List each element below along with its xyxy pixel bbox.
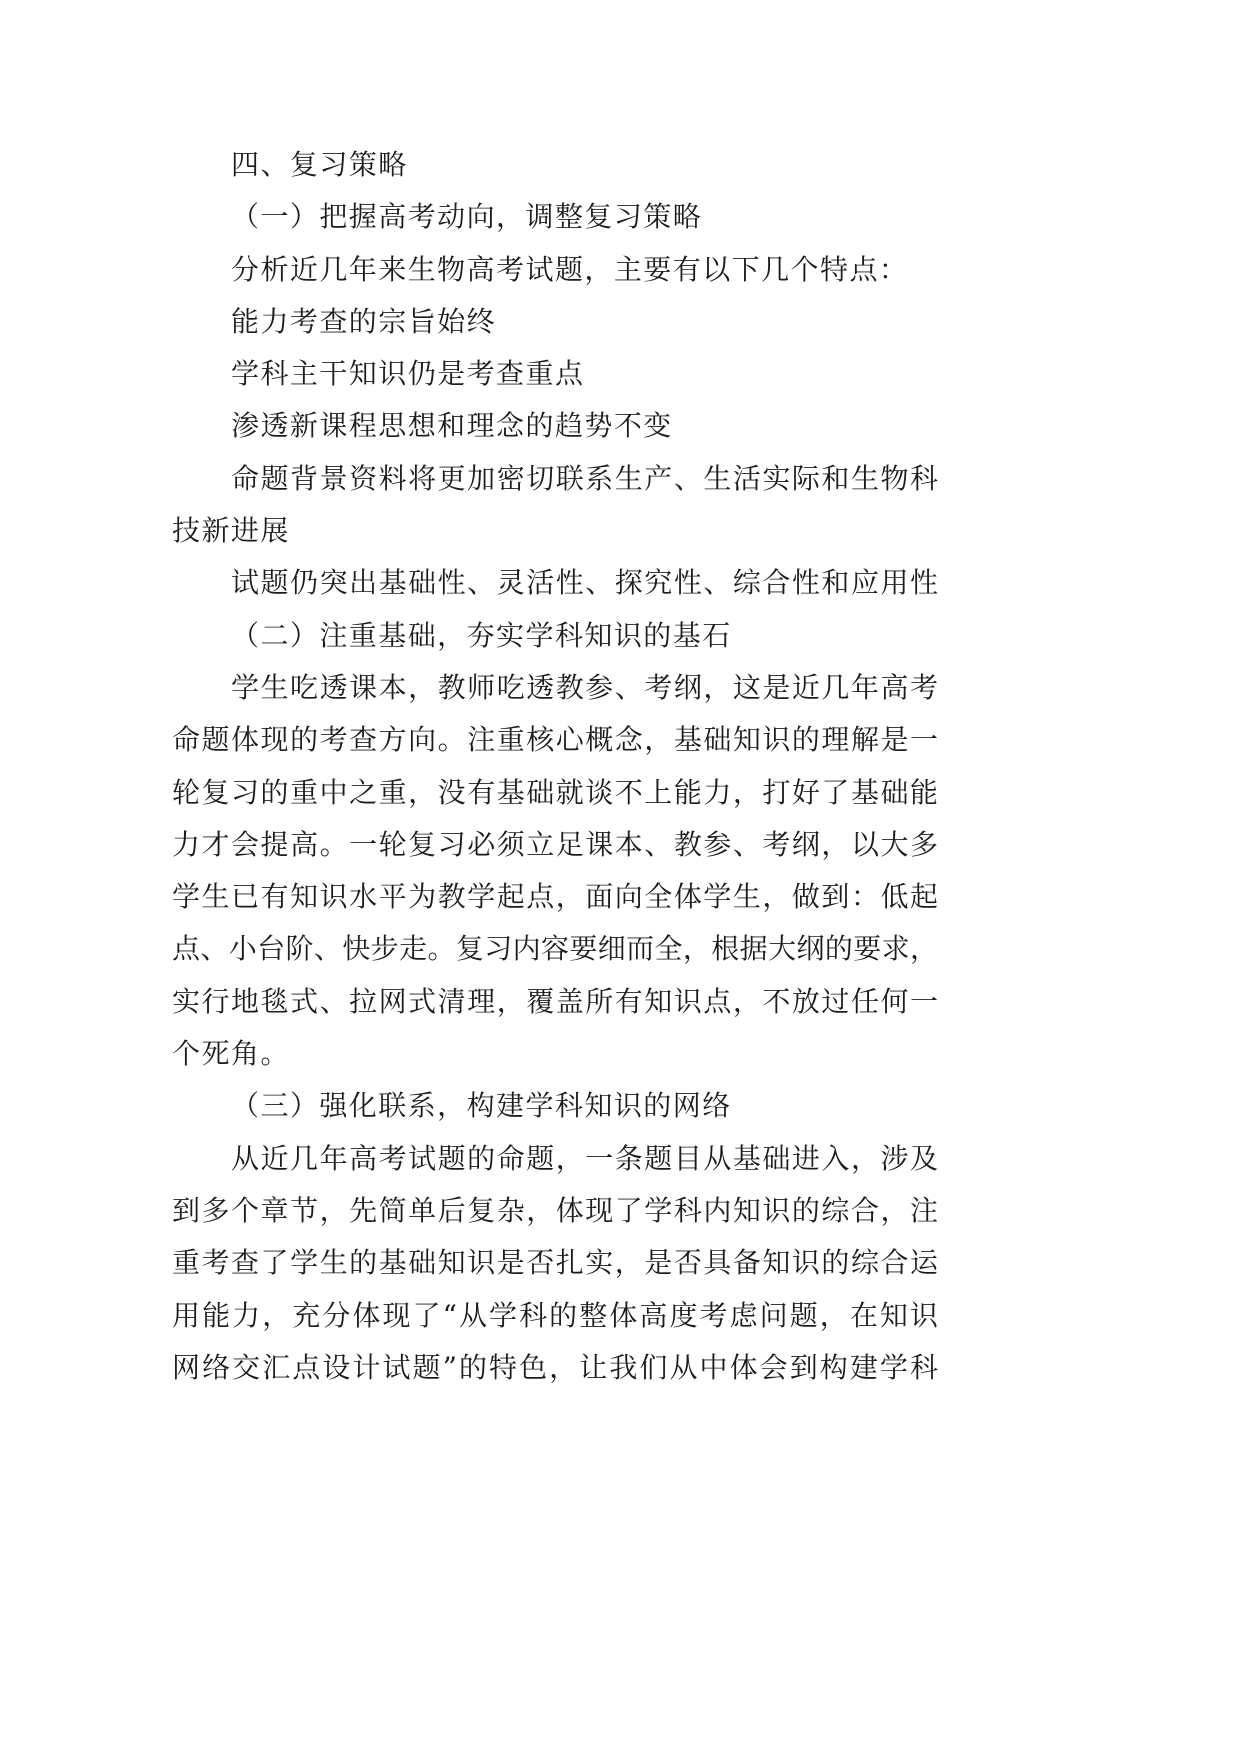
- paragraph-line: 到多个章节，先简单后复杂，体现了学科内知识的综合，注: [172, 1193, 940, 1227]
- paragraph-line: 重考查了学生的基础知识是否扎实，是否具备知识的综合运: [172, 1246, 940, 1280]
- paragraph-line: 个死角。: [172, 1037, 290, 1071]
- paragraph-line: 学生吃透课本，教师吃透教参、考纲，这是近几年高考: [231, 670, 940, 704]
- paragraph-line: 命题体现的考查方向。注重核心概念，基础知识的理解是一: [172, 723, 940, 757]
- list-item: 学科主干知识仍是考查重点: [231, 357, 585, 391]
- list-item: 试题仍突出基础性、灵活性、探究性、综合性和应用性: [231, 566, 940, 600]
- list-item: 渗透新课程思想和理念的趋势不变: [231, 409, 673, 443]
- paragraph-line: 分析近几年来生物高考试题，主要有以下几个特点：: [231, 252, 909, 286]
- section-heading: 四、复习策略: [231, 148, 408, 181]
- paragraph-line: 力才会提高。一轮复习必须立足课本、教参、考纲，以大多: [172, 827, 940, 861]
- list-item: 能力考查的宗旨始终: [231, 304, 497, 338]
- paragraph-line: 实行地毯式、拉网式清理，覆盖所有知识点，不放过任何一: [172, 984, 940, 1018]
- paragraph-line: 从近几年高考试题的命题，一条题目从基础进入，涉及: [231, 1141, 940, 1175]
- subsection-heading: （二）注重基础，夯实学科知识的基石: [231, 618, 732, 652]
- document-body: [172, 139, 952, 1394]
- paragraph-line: 学生已有知识水平为教学起点，面向全体学生，做到：低起: [172, 880, 940, 914]
- list-item: 命题背景资料将更加密切联系生产、生活实际和生物科: [231, 461, 940, 495]
- subsection-heading: （三）强化联系，构建学科知识的网络: [231, 1089, 732, 1123]
- list-item-continuation: 技新进展: [172, 514, 290, 548]
- paragraph-line: 点、小台阶、快步走。复习内容要细而全，根据大纲的要求，: [172, 932, 939, 966]
- subsection-heading: （一）把握高考动向，调整复习策略: [231, 200, 703, 234]
- paragraph-line: 用能力，充分体现了“从学科的整体高度考虑问题，在知识: [172, 1298, 941, 1332]
- paragraph-line: 轮复习的重中之重，没有基础就谈不上能力，打好了基础能: [172, 775, 940, 809]
- paragraph-line: 网络交汇点设计试题”的特色，让我们从中体会到构建学科: [172, 1350, 941, 1384]
